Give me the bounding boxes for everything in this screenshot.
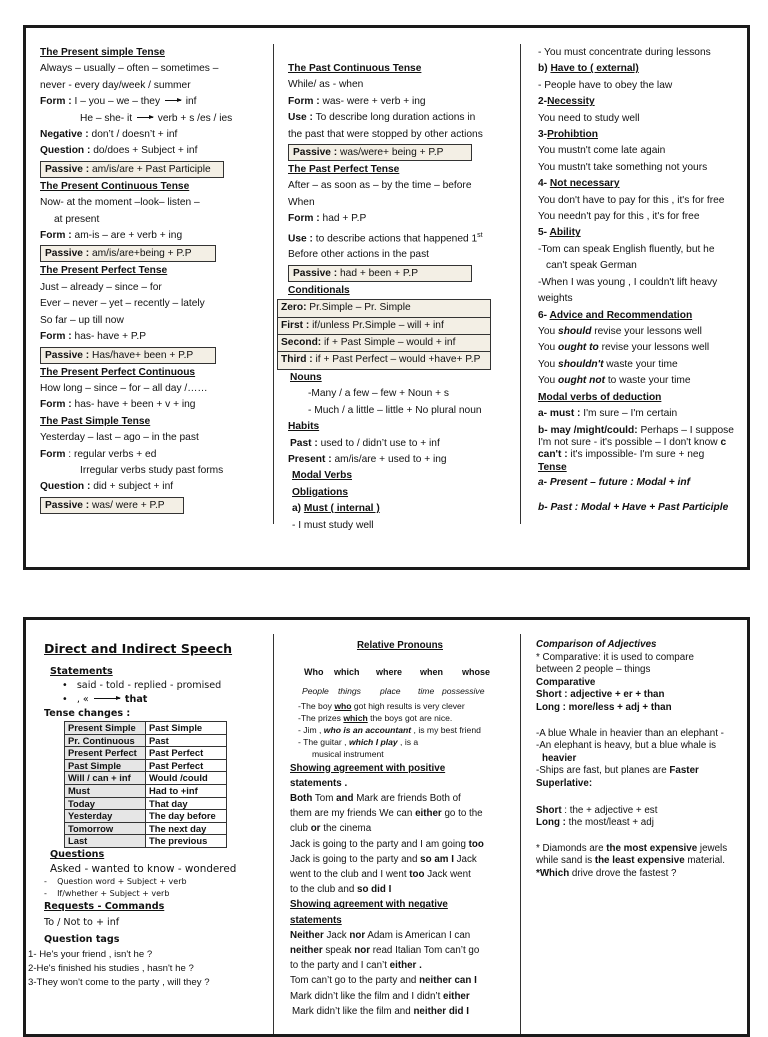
tense-change-row xyxy=(65,734,227,747)
past-continuous-title: The Past Continuous Tense xyxy=(288,63,422,74)
text-line: weights xyxy=(538,293,573,305)
have-to-title: b) Have to ( external) xyxy=(538,63,639,75)
reported-speech-column xyxy=(28,639,270,990)
tag-example: 3-They won't come to the party , will they ? xyxy=(28,976,210,988)
advice-line: You shouldn't waste your time xyxy=(538,358,678,370)
direct-tense-cell: Present Simple xyxy=(65,722,146,735)
pronoun-heads: Who which where when whose xyxy=(304,667,491,678)
text-line: Asked - wanted to know - wondered xyxy=(50,862,237,875)
example-line: musical instrument xyxy=(312,749,384,760)
form-line: He – she- it verb + s /es / ies xyxy=(80,112,233,124)
text-line: You mustn't take something not yours xyxy=(538,161,708,173)
direct-tense-cell: Present Perfect xyxy=(65,747,146,760)
arrow-icon xyxy=(94,698,120,699)
requests-title: Requests - Commands xyxy=(44,900,165,912)
text-line: You don't have to pay for this , it's for free xyxy=(538,194,725,206)
text-line: at present xyxy=(54,213,100,225)
direct-tense-cell: Will / can + inf xyxy=(65,772,146,785)
text-line: never - every day/week / summer xyxy=(40,79,191,91)
tense-change-row xyxy=(65,822,227,835)
tense-change-row xyxy=(65,722,227,735)
text-line: heavier xyxy=(542,752,577,764)
direct-tense-cell: Yesterday xyxy=(65,810,146,823)
text-line: club or the cinema xyxy=(290,823,372,835)
form-line: Form : has- have + P.P xyxy=(40,331,146,343)
advice-line: You ought to revise your lessons well xyxy=(538,342,710,354)
tense-change-row xyxy=(65,797,227,810)
conditionals-box xyxy=(277,299,491,370)
text-line: Tom can’t go to the party and neither can I xyxy=(290,975,477,987)
statements-title: Statements xyxy=(50,666,113,677)
reported-tense-cell: The day before xyxy=(146,810,227,823)
use-line: Use : to describe actions that happened 1st xyxy=(288,231,483,245)
text-line: between 2 people – things xyxy=(536,664,651,676)
text-line: to the club and so did I xyxy=(290,884,392,896)
column-divider xyxy=(273,44,274,524)
text-line: After – as soon as – by the time – before xyxy=(288,180,472,192)
not-necessary-title: 4- Not necessary xyxy=(538,178,620,190)
advice-line: You should revise your lessons well xyxy=(538,325,702,337)
direct-tense-cell: Today xyxy=(65,797,146,810)
deduction-must: a- must : I'm sure – I'm certain xyxy=(538,407,678,419)
tense-change-row xyxy=(65,835,227,848)
superlative-title: Superlative: xyxy=(536,777,593,789)
dash-line: - If/whether + Subject + verb xyxy=(44,888,170,898)
text-line: Now- at the moment –look– listen – xyxy=(40,197,200,209)
direct-tense-cell: Last xyxy=(65,835,146,848)
dash-line: - Question word + Subject + verb xyxy=(44,876,187,886)
comparison-title: Comparison of Adjectives xyxy=(536,639,657,650)
tense-change-row xyxy=(65,772,227,785)
agree-negative-title-2: statements xyxy=(290,914,342,926)
present-simple-title: The Present simple Tense xyxy=(40,47,165,58)
present-perfect-continuous-title: The Present Perfect Continuous xyxy=(40,366,196,378)
direct-tense-cell: Must xyxy=(65,784,146,797)
grammar-sheet-bottom xyxy=(23,617,750,1037)
text-line: - You must concentrate during lessons xyxy=(538,47,711,58)
nouns-title: Nouns xyxy=(290,371,322,383)
form-line: Form : had + P.P xyxy=(288,213,367,225)
passive-box: Passive : am/is/are + Past Participle xyxy=(40,161,224,178)
agree-positive-title-2: statements . xyxy=(290,777,348,789)
column-divider xyxy=(273,634,274,1034)
second-conditional: Second: if + Past Simple – would + inf xyxy=(278,335,490,352)
example-line: - The guitar , which I play , is a xyxy=(298,737,419,748)
tense-changes-title: Tense changes : xyxy=(44,708,131,719)
reported-tense-cell: Had to +inf xyxy=(146,784,227,797)
deduction-cant: can't : it's impossible- I'm sure + neg xyxy=(538,449,705,461)
text-line: Before other actions in the past xyxy=(288,249,430,261)
comparative-title: Comparative xyxy=(536,676,596,688)
text-line: -An elephant is heavy, but a blue whale is xyxy=(536,740,717,752)
reported-tense-cell: Past Perfect xyxy=(146,747,227,760)
tense-present: a- Present – future : Modal + inf xyxy=(538,477,690,489)
prohibition-title: 3-Prohibtion xyxy=(538,129,598,141)
superlative-short: Short : the + adjective + est xyxy=(536,804,658,816)
conditionals-title: Conditionals xyxy=(288,284,350,296)
modal-verbs-title: Modal Verbs xyxy=(292,470,353,482)
deduction-may: b- may /might/could: Perhaps – I suppose xyxy=(538,425,734,437)
negative-line: Negative : don’t / doesn’t + inf xyxy=(40,129,178,141)
text-line: Both Tom and Mark are friends Both of xyxy=(290,793,461,805)
question-tags-title: Question tags xyxy=(44,933,120,945)
text-line: them are my friends We can either go to the xyxy=(290,808,483,820)
column-divider xyxy=(520,634,521,1034)
text-line: can't speak German xyxy=(546,260,637,272)
text-line: When xyxy=(288,196,315,208)
reported-tense-cell: The next day xyxy=(146,822,227,835)
direct-tense-cell: Past Simple xyxy=(65,759,146,772)
text-line: - I must study well xyxy=(292,519,374,531)
passive-box: Passive : am/is/are+being + P.P xyxy=(40,245,216,262)
question-line: Question : do/does + Subject + inf xyxy=(40,145,198,157)
relative-examples xyxy=(298,700,520,761)
tenses-column-1 xyxy=(40,45,270,515)
habits-past: Past : used to / didn’t use to + inf xyxy=(290,437,440,449)
question-line: Question : did + subject + inf xyxy=(40,481,174,493)
text-line: * Comparative: it is used to compare xyxy=(536,651,694,663)
modals-column xyxy=(538,45,750,516)
agree-negative-title: Showing agreement with negative xyxy=(290,899,448,911)
comparative-short: Short : adjective + er + than xyxy=(536,689,665,701)
text-line: neither speak nor read Italian Tom can’t go xyxy=(290,945,480,957)
text-line: Jack is going to the party and so am I Jack xyxy=(290,853,477,865)
text-line: Mark didn’t like the film and neither did I xyxy=(292,1005,469,1017)
reported-tense-cell: Past Simple xyxy=(146,722,227,735)
reported-tense-cell: Past xyxy=(146,734,227,747)
text-line: How long – since – for – all day /…… xyxy=(40,382,208,394)
form-line: Form : was- were + verb + ing xyxy=(288,95,426,107)
first-conditional: First : if/unless Pr.Simple – will + inf xyxy=(278,318,490,335)
direct-tense-cell: Pr. Continuous xyxy=(65,734,146,747)
grammar-sheet-top xyxy=(23,25,750,570)
comparative-long: Long : more/less + adj + than xyxy=(536,701,672,713)
text-line: the past that were stopped by other actions xyxy=(288,128,483,140)
agree-positive-title: Showing agreement with positive xyxy=(290,762,446,774)
text-line: You need to study well xyxy=(538,112,640,124)
obligations-title: Obligations xyxy=(292,486,349,498)
relative-pronouns-title: Relative Pronouns xyxy=(356,640,443,651)
text-line: -Many / a few – few + Noun + s xyxy=(308,388,449,400)
past-simple-title: The Past Simple Tense xyxy=(40,415,151,427)
bullet-line: • said - told - replied - promised xyxy=(62,680,222,691)
past-perfect-title: The Past Perfect Tense xyxy=(288,164,400,176)
direct-tense-cell: Tomorrow xyxy=(65,822,146,835)
text-line: You needn't pay for this , it's for free xyxy=(538,211,700,223)
arrow-icon xyxy=(165,100,181,101)
text-line: Ever – never – yet – recently – lately xyxy=(40,298,205,310)
text-line: *Which drive drove the fastest ? xyxy=(536,867,677,879)
text-line: - People have to obey the law xyxy=(538,79,673,91)
tag-example: 1- He's your friend , isn't he ? xyxy=(28,948,153,960)
passive-box: Passive : had + been + P.P xyxy=(288,265,472,282)
advice-line: You ought not to waste your time xyxy=(538,375,691,387)
passive-box: Passive : was/ were + P.P xyxy=(40,497,184,514)
reported-speech-title: Direct and Indirect Speech xyxy=(44,641,233,656)
habits-title: Habits xyxy=(288,421,320,433)
text-line: - Much / a little – little + No plural noun xyxy=(308,404,482,416)
text-line: -Tom can speak English fluently, but he xyxy=(538,243,715,255)
relative-pronouns-column xyxy=(290,638,520,1019)
adjectives-column xyxy=(536,639,750,881)
text-line: While/ as - when xyxy=(288,79,364,91)
tense-changes-table xyxy=(64,721,227,848)
reported-tense-cell: Would /could xyxy=(146,772,227,785)
text-line: Neither Jack nor Adam is American I can xyxy=(290,929,471,941)
tag-example: 2-He's finished his studies , hasn't he ? xyxy=(28,962,194,974)
superlative-long: Long : the most/least + adj xyxy=(536,817,654,829)
advice-title: 6- Advice and Recommendation xyxy=(538,309,693,321)
text-line: Just – already – since – for xyxy=(40,281,162,293)
tense-change-row xyxy=(65,759,227,772)
form-line: Form : I – you – we – they inf xyxy=(40,96,197,108)
text-line: * Diamonds are the most expensive jewels xyxy=(536,842,728,854)
habits-present: Present : am/is/are + used to + ing xyxy=(288,453,447,465)
reported-tense-cell: That day xyxy=(146,797,227,810)
example-line: - Jim , who is an accountant , is my best friend xyxy=(298,725,481,736)
column-divider xyxy=(520,44,521,524)
example-line: -The boy who got high results is very clever xyxy=(298,700,465,711)
tenses-column-2 xyxy=(281,61,518,534)
passive-box: Passive : Has/have+ been + P.P xyxy=(40,347,216,364)
necessity-title: 2-Necessity xyxy=(538,96,595,108)
form-line: Form : regular verbs + ed xyxy=(40,448,157,460)
text-line: Mark didn’t like the film and I didn’t either xyxy=(290,990,470,1002)
zero-conditional: Zero: Pr.Simple – Pr. Simple xyxy=(278,300,490,317)
pronoun-uses: People things place time possessive xyxy=(302,686,485,697)
text-line: Jack is going to the party and I am going too xyxy=(290,838,484,850)
text-line: You mustn't come late again xyxy=(538,145,666,157)
bullet-line: • , « that xyxy=(62,694,148,705)
text-line: So far – up till now xyxy=(40,314,124,326)
form-line: Form : am-is – are + verb + ing xyxy=(40,230,183,242)
example-line: -The prizes which the boys got are nice. xyxy=(298,712,453,723)
tense-past: b- Past : Modal + Have + Past Participle xyxy=(538,501,729,513)
arrow-icon xyxy=(137,117,153,118)
text-line: Irregular verbs study past forms xyxy=(80,464,224,476)
tense-change-row xyxy=(65,747,227,760)
text-line: went to the club and I went too Jack went xyxy=(290,869,471,881)
tense-change-row xyxy=(65,784,227,797)
text-line: Always – usually – often – sometimes – xyxy=(40,63,219,75)
reported-tense-cell: Past Perfect xyxy=(146,759,227,772)
text-line: -When I was young , I couldn't lift heavy xyxy=(538,276,718,288)
text-line: To / Not to + inf xyxy=(44,916,120,928)
tense-title: Tense xyxy=(538,462,567,474)
text-line: -A blue Whale in heavier than an elephant - xyxy=(536,727,724,739)
present-continuous-title: The Present Continuous Tense xyxy=(40,180,190,192)
text-line: while sand is the least expensive material. xyxy=(536,855,725,867)
text-line: -Ships are fast, but planes are Faster xyxy=(536,765,699,777)
text-line: Yesterday – last – ago – in the past xyxy=(40,432,199,444)
must-title: a) Must ( internal ) xyxy=(292,503,380,515)
questions-title: Questions xyxy=(50,848,105,860)
reported-tense-cell: The previous xyxy=(146,835,227,848)
text-line: to the party and I can’t either . xyxy=(290,960,422,972)
deduction-title: Modal verbs of deduction xyxy=(538,391,662,403)
deduction-may-cont: I'm not sure - it's possible – I don't know c xyxy=(538,437,727,449)
passive-box: Passive : was/were+ being + P.P xyxy=(288,144,472,161)
third-conditional: Third : if + Past Perfect – would +have+ P.P xyxy=(278,352,490,368)
present-perfect-title: The Present Perfect Tense xyxy=(40,265,168,277)
tense-change-row xyxy=(65,810,227,823)
form-line: Form : has- have + been + v + ing xyxy=(40,399,196,411)
ability-title: 5- Ability xyxy=(538,227,581,239)
use-line: Use : To describe long duration actions in xyxy=(288,112,476,124)
